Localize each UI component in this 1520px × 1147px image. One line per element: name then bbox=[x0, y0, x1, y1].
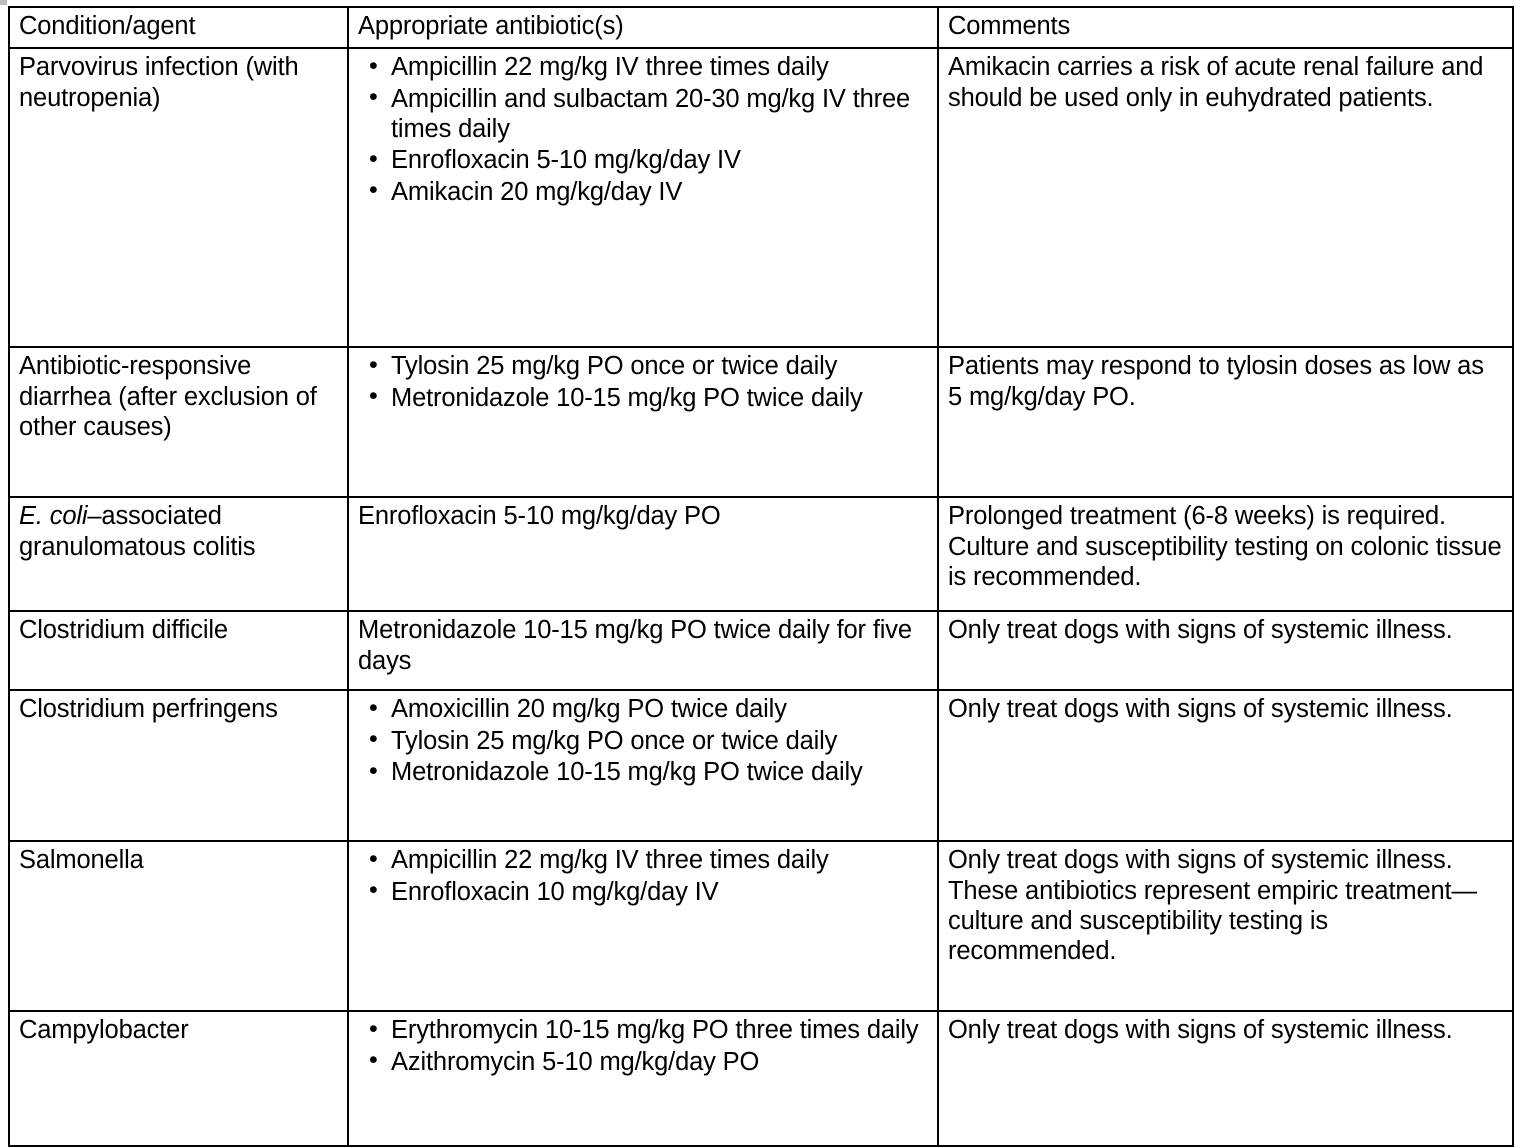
list-item: • Azithromycin 5-10 mg/kg/day PO bbox=[389, 1047, 928, 1077]
comment-text: Only treat dogs with signs of systemic illness. bbox=[948, 1016, 1453, 1045]
condition-italic-prefix: E. coli bbox=[19, 502, 88, 531]
column-header-comments: Comments bbox=[938, 7, 1513, 48]
selection-handle-artifact bbox=[0, 0, 7, 5]
antibiotic-list bbox=[358, 351, 928, 413]
condition-label: Parvovirus infection (with neutropenia) bbox=[19, 53, 299, 112]
condition-label: Campylobacter bbox=[19, 1016, 189, 1045]
list-item: • Enrofloxacin 10 mg/kg/day IV bbox=[389, 877, 928, 907]
table-row bbox=[9, 48, 1513, 347]
cell-antibiotics bbox=[348, 841, 938, 1011]
list-item: • Tylosin 25 mg/kg PO once or twice daily bbox=[389, 726, 928, 756]
comment-text: Amikacin carries a risk of acute renal failure and should be used only in euhydrated patients. bbox=[948, 53, 1484, 112]
list-item: • Metronidazole 10-15 mg/kg PO twice daily bbox=[389, 757, 928, 787]
antibiotic-table bbox=[8, 6, 1514, 1147]
cell-antibiotics bbox=[348, 1011, 938, 1146]
cell-comments bbox=[938, 841, 1513, 1011]
cell-antibiotics bbox=[348, 690, 938, 841]
antibiotic-text: Metronidazole 10-15 mg/kg PO twice daily for five days bbox=[358, 616, 912, 675]
list-item: • Tylosin 25 mg/kg PO once or twice daily bbox=[389, 351, 928, 381]
cell-condition bbox=[9, 611, 348, 690]
table-row bbox=[9, 347, 1513, 497]
cell-antibiotics bbox=[348, 497, 938, 611]
table-row bbox=[9, 497, 1513, 611]
condition-label: Clostridium difficile bbox=[19, 616, 228, 645]
table-row bbox=[9, 841, 1513, 1011]
condition-label: Salmonella bbox=[19, 846, 144, 875]
antibiotic-list bbox=[358, 52, 928, 207]
antibiotic-list bbox=[358, 845, 928, 907]
table-header bbox=[9, 7, 1513, 48]
table-row bbox=[9, 611, 1513, 690]
condition-label bbox=[19, 501, 338, 562]
cell-antibiotics bbox=[348, 347, 938, 497]
cell-antibiotics bbox=[348, 48, 938, 347]
cell-comments bbox=[938, 1011, 1513, 1146]
condition-label: Clostridium perfringens bbox=[19, 695, 278, 724]
comment-text: Only treat dogs with signs of systemic illness. bbox=[948, 695, 1453, 724]
cell-comments bbox=[938, 611, 1513, 690]
condition-label-rest: –associated granulomatous colitis bbox=[19, 502, 256, 561]
cell-condition bbox=[9, 841, 348, 1011]
table-header-row bbox=[9, 7, 1513, 48]
table-row bbox=[9, 1011, 1513, 1146]
cell-condition bbox=[9, 690, 348, 841]
list-item: • Ampicillin 22 mg/kg IV three times daily bbox=[389, 52, 928, 82]
list-item: • Erythromycin 10-15 mg/kg PO three times daily bbox=[389, 1015, 928, 1045]
comment-text: Patients may respond to tylosin doses as low as 5 mg/kg/day PO. bbox=[948, 352, 1484, 411]
antibiotic-text: Enrofloxacin 5-10 mg/kg/day PO bbox=[358, 502, 721, 531]
condition-label: Antibiotic-responsive diarrhea (after exclusion of other causes) bbox=[19, 352, 317, 442]
list-item: • Ampicillin and sulbactam 20-30 mg/kg IV three times daily bbox=[389, 84, 928, 145]
table-body bbox=[9, 48, 1513, 1146]
antibiotic-list bbox=[358, 1015, 928, 1077]
cell-comments bbox=[938, 690, 1513, 841]
list-item: • Enrofloxacin 5-10 mg/kg/day IV bbox=[389, 145, 928, 175]
cell-condition bbox=[9, 497, 348, 611]
cell-condition bbox=[9, 1011, 348, 1146]
list-item: • Amikacin 20 mg/kg/day IV bbox=[389, 177, 928, 207]
column-header-condition: Condition/agent bbox=[9, 7, 348, 48]
antibiotic-list bbox=[358, 694, 928, 787]
list-item: • Ampicillin 22 mg/kg IV three times daily bbox=[389, 845, 928, 875]
table-row bbox=[9, 690, 1513, 841]
cell-condition bbox=[9, 347, 348, 497]
list-item: • Amoxicillin 20 mg/kg PO twice daily bbox=[389, 694, 928, 724]
list-item: • Metronidazole 10-15 mg/kg PO twice daily bbox=[389, 383, 928, 413]
cell-comments bbox=[938, 497, 1513, 611]
cell-antibiotics bbox=[348, 611, 938, 690]
cell-comments bbox=[938, 347, 1513, 497]
comment-text: Only treat dogs with signs of systemic illness. These antibiotics represent empiric treatment—culture and susceptibility testing is recommended. bbox=[948, 846, 1477, 966]
column-header-antibiotics: Appropriate antibiotic(s) bbox=[348, 7, 938, 48]
cell-comments bbox=[938, 48, 1513, 347]
cell-condition bbox=[9, 48, 348, 347]
comment-text: Only treat dogs with signs of systemic illness. bbox=[948, 616, 1453, 645]
comment-text: Prolonged treatment (6-8 weeks) is required. Culture and susceptibility testing on colonic tissue is recommended. bbox=[948, 502, 1502, 592]
